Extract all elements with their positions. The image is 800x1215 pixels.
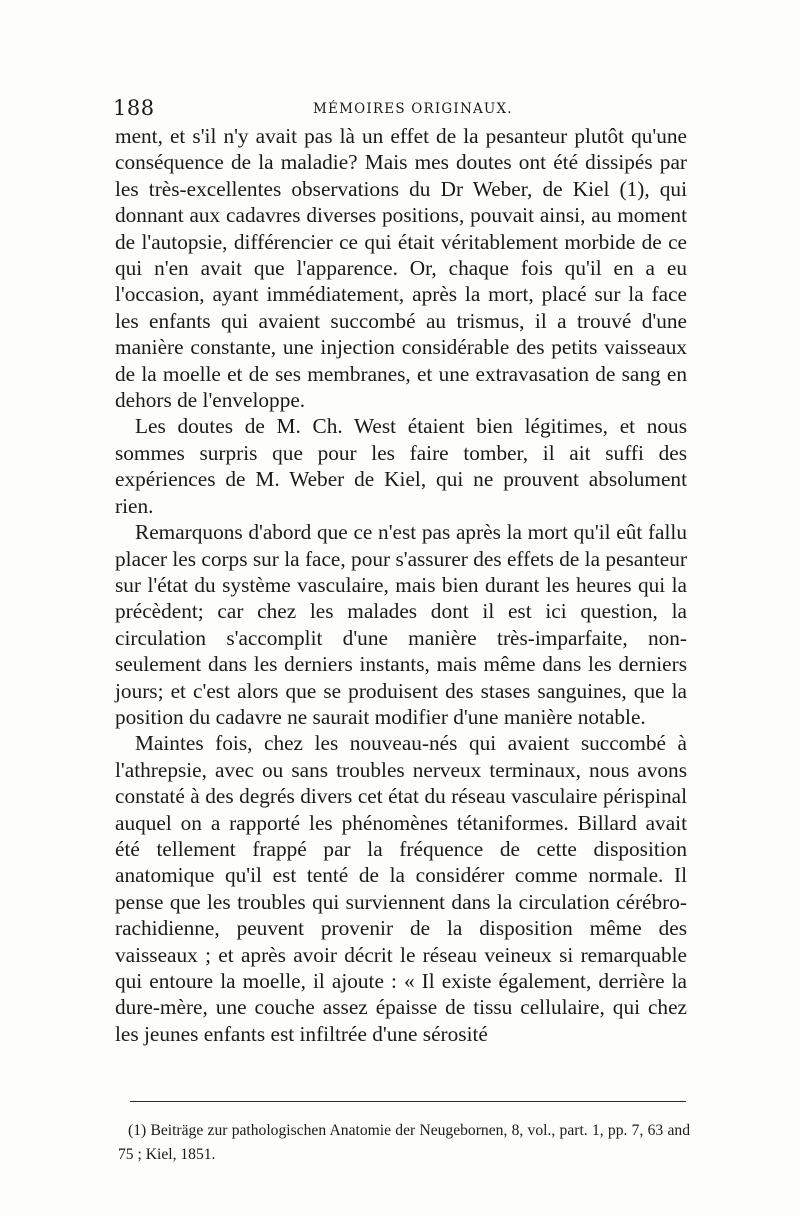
page-number: 188	[113, 96, 155, 120]
page-header	[113, 96, 693, 122]
footnote-text: (1) Beiträge zur pathologischen Anatomie der Neugebornen, 8, vol., part. 1, pp. 7, 63 and 75 ; Kiel, 1851.	[118, 1122, 690, 1163]
running-title: MÉMOIRES ORIGINAUX.	[313, 101, 513, 117]
paragraph-continuation: ment, et s'il n'y avait pas là un effet de la pesanteur plutôt qu'une conséquence de la maladie? Mais mes doutes ont été dissipés par les très-excellentes observations du Dr Weber, de Kiel (1), qui donnant aux cadavres diverses positions, pouvait ainsi, au moment de l'autopsie, différencier ce qui était véritablement morbide de ce qui n'en avait que l'apparence. Or, chaque fois qu'il en a eu l'occasion, ayant immédiatement, après la mort, placé sur la face les enfants qui avaient succombé au trismus, il a trouvé d'une manière constante, une injection considérable des petits vaisseaux de la moelle et de ses membranes, et une extravasation de sang en dehors de l'enveloppe.	[115, 124, 687, 413]
body-text	[115, 123, 687, 1047]
footnote-divider	[130, 1101, 686, 1102]
footnote	[118, 1119, 690, 1167]
paragraph-remarquons: Remarquons d'abord que ce n'est pas après la mort qu'il eût fallu placer les corps sur la face, pour s'assurer des effets de la pesanteur sur l'état du système vasculaire, mais bien durant les heures qui la précèdent; car chez les malades dont il est ici question, la circulation s'accomplit d'une manière très-imparfaite, non-seulement dans les derniers instants, mais même dans les derniers jours; et c'est alors que se produisent des stases sanguines, que la position du cadavre ne saurait modifier d'une manière notable.	[115, 520, 687, 729]
paragraph-west-doubts: Les doutes de M. Ch. West étaient bien légitimes, et nous sommes surpris que pour les faire tomber, il ait suffi des expériences de M. Weber de Kiel, qui ne prouvent absolument rien.	[115, 414, 687, 518]
paragraph-maintes-fois: Maintes fois, chez les nouveau-nés qui avaient succombé à l'athrepsie, avec ou sans troubles nerveux terminaux, nous avons constaté à des degrés divers cet état du réseau vasculaire périspinal auquel on a rapporté les phénomènes tétaniformes. Billard avait été tellement frappé par la fréquence de cette disposition anatomique qu'il est tenté de la considérer comme normale. Il pense que les troubles qui surviennent dans la circulation cérébro-rachidienne, peuvent provenir de la disposition même des vaisseaux ; et après avoir décrit le réseau veineux si remarquable qui entoure la moelle, il ajoute : « Il existe également, derrière la dure-mère, une couche assez épaisse de tissu cellulaire, qui chez les jeunes enfants est infiltrée d'une sérosité	[115, 731, 687, 1046]
